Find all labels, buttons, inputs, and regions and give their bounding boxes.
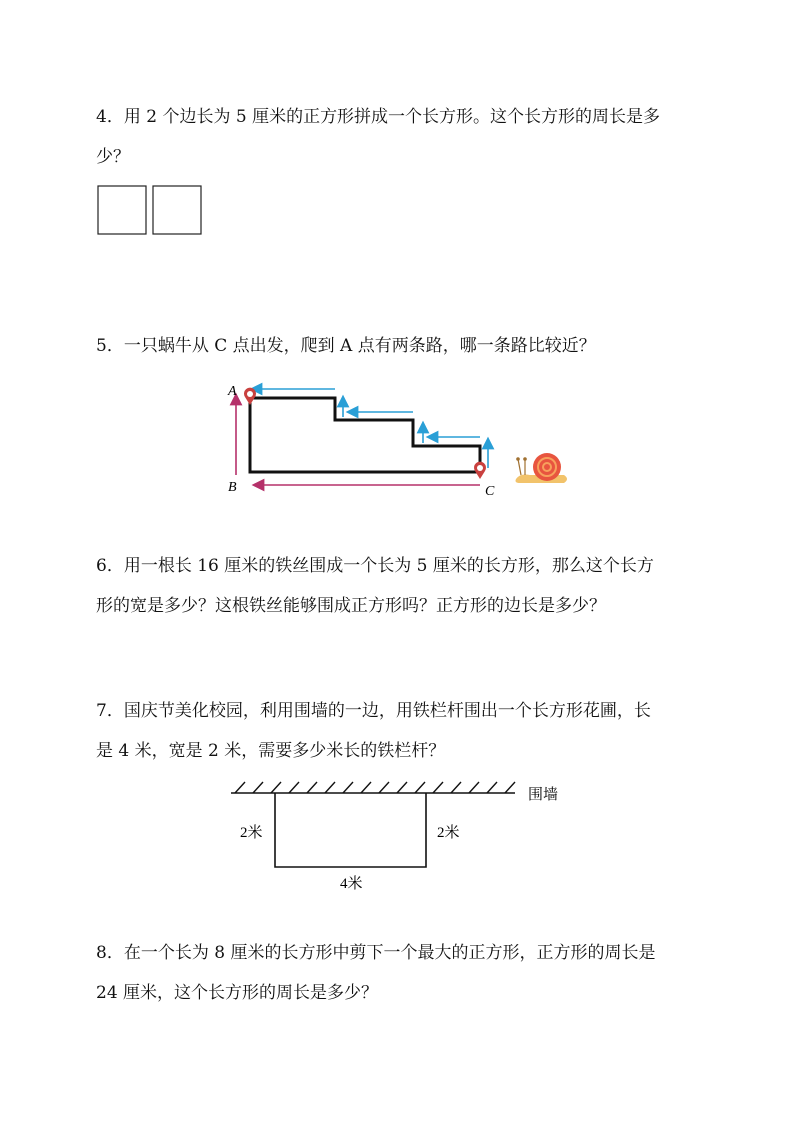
snail-paths-figure [220,375,580,505]
question-8-line-1: 8．在一个长为 8 厘米的长方形中剪下一个最大的正方形，正方形的周长是 [96,943,656,963]
left-width-label: 2米 [240,825,263,841]
pin-a-icon [244,388,256,405]
right-width-label: 2米 [437,825,460,841]
question-4-line-1: 4．用 2 个边长为 5 厘米的正方形拼成一个长方形。这个长方形的周长是多 [96,107,661,127]
question-8 [96,933,706,1013]
flower-bed-figure [225,776,570,896]
label-c: C [485,484,495,499]
staircase-path [250,398,480,472]
question-6-line-2: 形的宽是多少？这根铁丝能够围成正方形吗？正方形的边长是多少？ [96,596,606,616]
question-8-line-2: 24 厘米，这个长方形的周长是多少？ [96,983,379,1003]
question-7 [96,691,706,771]
label-a: A [228,384,237,399]
label-b: B [228,480,237,495]
question-4-line-2: 少？ [96,147,130,167]
question-4 [96,97,706,177]
question-7-line-1: 7．国庆节美化校园，利用围墙的一边，用铁栏杆围出一个长方形花圃，长 [96,701,651,721]
question-5 [96,326,706,366]
pin-c-icon [474,462,486,479]
question-7-line-2: 是 4 米，宽是 2 米，需要多少米长的铁栏杆？ [96,741,446,761]
square-right [153,186,201,234]
wall-hatch [235,782,515,793]
question-6 [96,546,706,626]
question-5-line-1: 5．一只蜗牛从 C 点出发，爬到 A 点有两条路，哪一条路比较近？ [96,336,596,356]
square-left [98,186,146,234]
fence-rectangle [275,793,426,867]
two-squares-figure [96,184,206,238]
bottom-length-label: 4米 [340,876,363,892]
snail-icon [516,453,568,483]
wall-label: 围墙 [528,787,559,803]
question-6-line-1: 6．用一根长 16 厘米的铁丝围成一个长为 5 厘米的长方形，那么这个长方 [96,556,654,576]
